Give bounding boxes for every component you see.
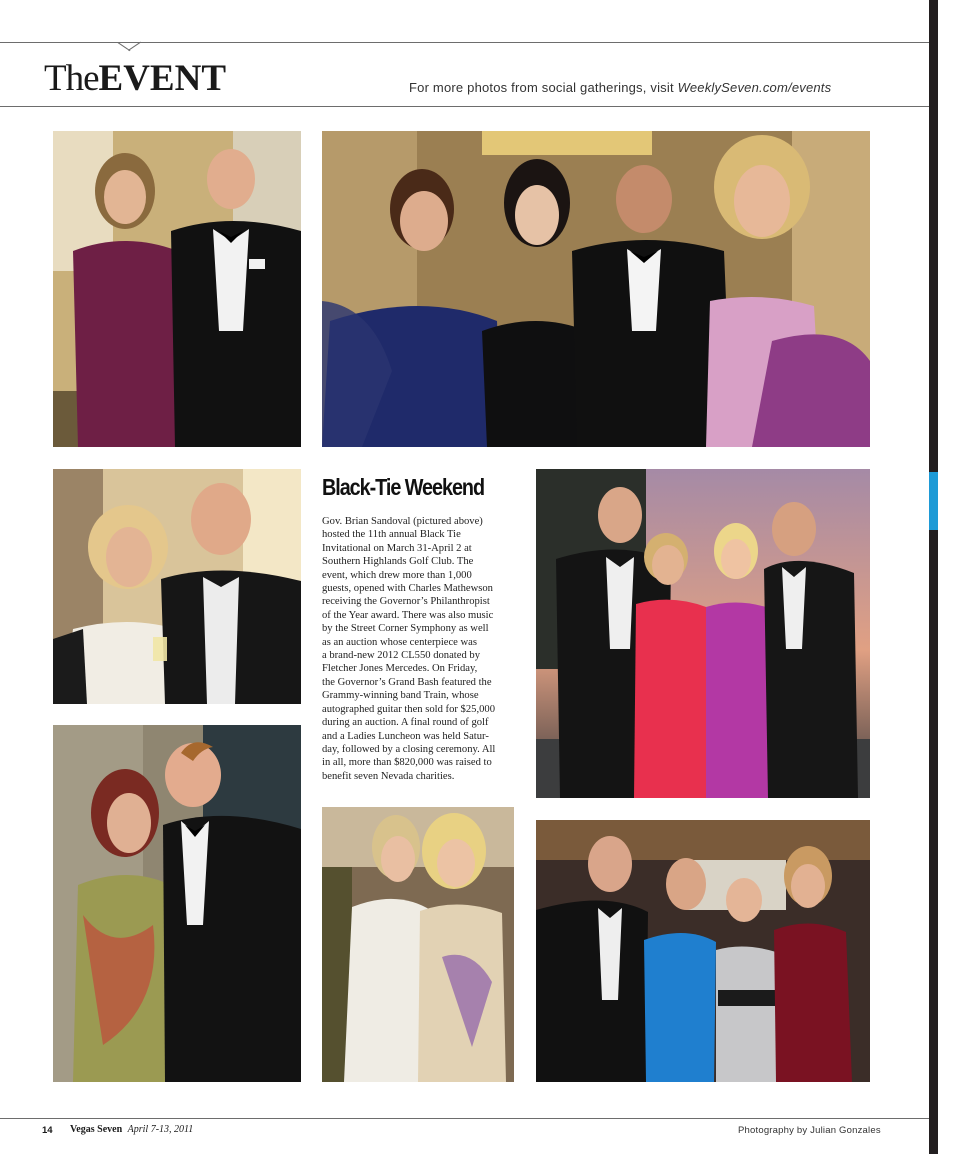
story-line: during an auction. A final round of golf	[322, 717, 489, 729]
section-kicker	[44, 56, 226, 101]
more-photos-link[interactable]: WeeklySeven.com/events	[677, 80, 832, 95]
more-photos-prefix: For more photos from social gatherings, visit	[409, 80, 674, 95]
story-line: autographed guitar then sold for $25,000	[322, 703, 495, 715]
photo-sunset-group	[536, 469, 870, 798]
photo-sunset-group-image	[536, 469, 870, 798]
story-line: guests, opened with Charles Mathewson	[322, 583, 493, 595]
photo-family-group-image	[536, 820, 870, 1082]
more-photos-note	[409, 80, 831, 95]
page-number: 14	[42, 1125, 53, 1136]
photo-credit: Photography by Julian Gonzales	[738, 1125, 881, 1136]
story-line: in all, more than $820,000 was raised to	[322, 757, 492, 769]
story-line: Gov. Brian Sandoval (pictured above)	[322, 516, 483, 527]
publication-line	[70, 1124, 193, 1135]
story-line: day, followed by a closing ceremony. All	[322, 743, 496, 755]
photo-governor-group	[322, 131, 870, 447]
photo-couple-1-image	[53, 131, 301, 447]
photo-family-group	[536, 820, 870, 1082]
photo-couple-champagne-image	[53, 469, 301, 704]
kicker-event: EVENT	[98, 58, 227, 99]
photo-couple-champagne	[53, 469, 301, 704]
story-line: a brand-new 2012 CL550 donated by	[322, 650, 480, 662]
photo-two-women	[322, 807, 514, 1082]
story-line: receiving the Governor’s Philanthropist	[322, 596, 490, 608]
page-edge-bar	[929, 0, 938, 1154]
story-line: Grammy-winning band Train, whose	[322, 690, 479, 702]
story-line: event, which drew more than 1,000	[322, 569, 472, 581]
kicker-the: The	[44, 58, 99, 99]
story-headline: Black-Tie Weekend	[322, 474, 485, 500]
photo-couple-2	[53, 725, 301, 1082]
issue-date: April 7-13, 2011	[127, 1124, 194, 1135]
story-line: Fletcher Jones Mercedes. On Friday,	[322, 663, 478, 675]
story-line: benefit seven Nevada charities.	[322, 770, 455, 782]
photo-governor-group-image	[322, 131, 870, 447]
story-line: Southern Highlands Golf Club. The	[322, 556, 474, 568]
story-line: the Governor’s Grand Bash featured the	[322, 676, 492, 688]
publication-name: Vegas Seven	[70, 1124, 123, 1135]
footer-rule	[0, 1118, 929, 1119]
story-line: hosted the 11th annual Black Tie	[322, 529, 461, 541]
photo-two-women-image	[322, 807, 514, 1082]
story-body	[322, 515, 520, 783]
section-tab-marker	[929, 472, 938, 530]
story-line: Invitational on March 31-April 2 at	[322, 542, 472, 554]
story-line: by the Street Corner Symphony as well	[322, 623, 489, 635]
story-line: and a Ladies Luncheon was held Satur-	[322, 730, 489, 742]
header-bottom-rule	[0, 106, 929, 107]
story-line: of the Year award. There was also music	[322, 609, 494, 621]
photo-couple-1	[53, 131, 301, 447]
photo-couple-2-image	[53, 725, 301, 1082]
story-line: as an auction whose centerpiece was	[322, 636, 478, 648]
